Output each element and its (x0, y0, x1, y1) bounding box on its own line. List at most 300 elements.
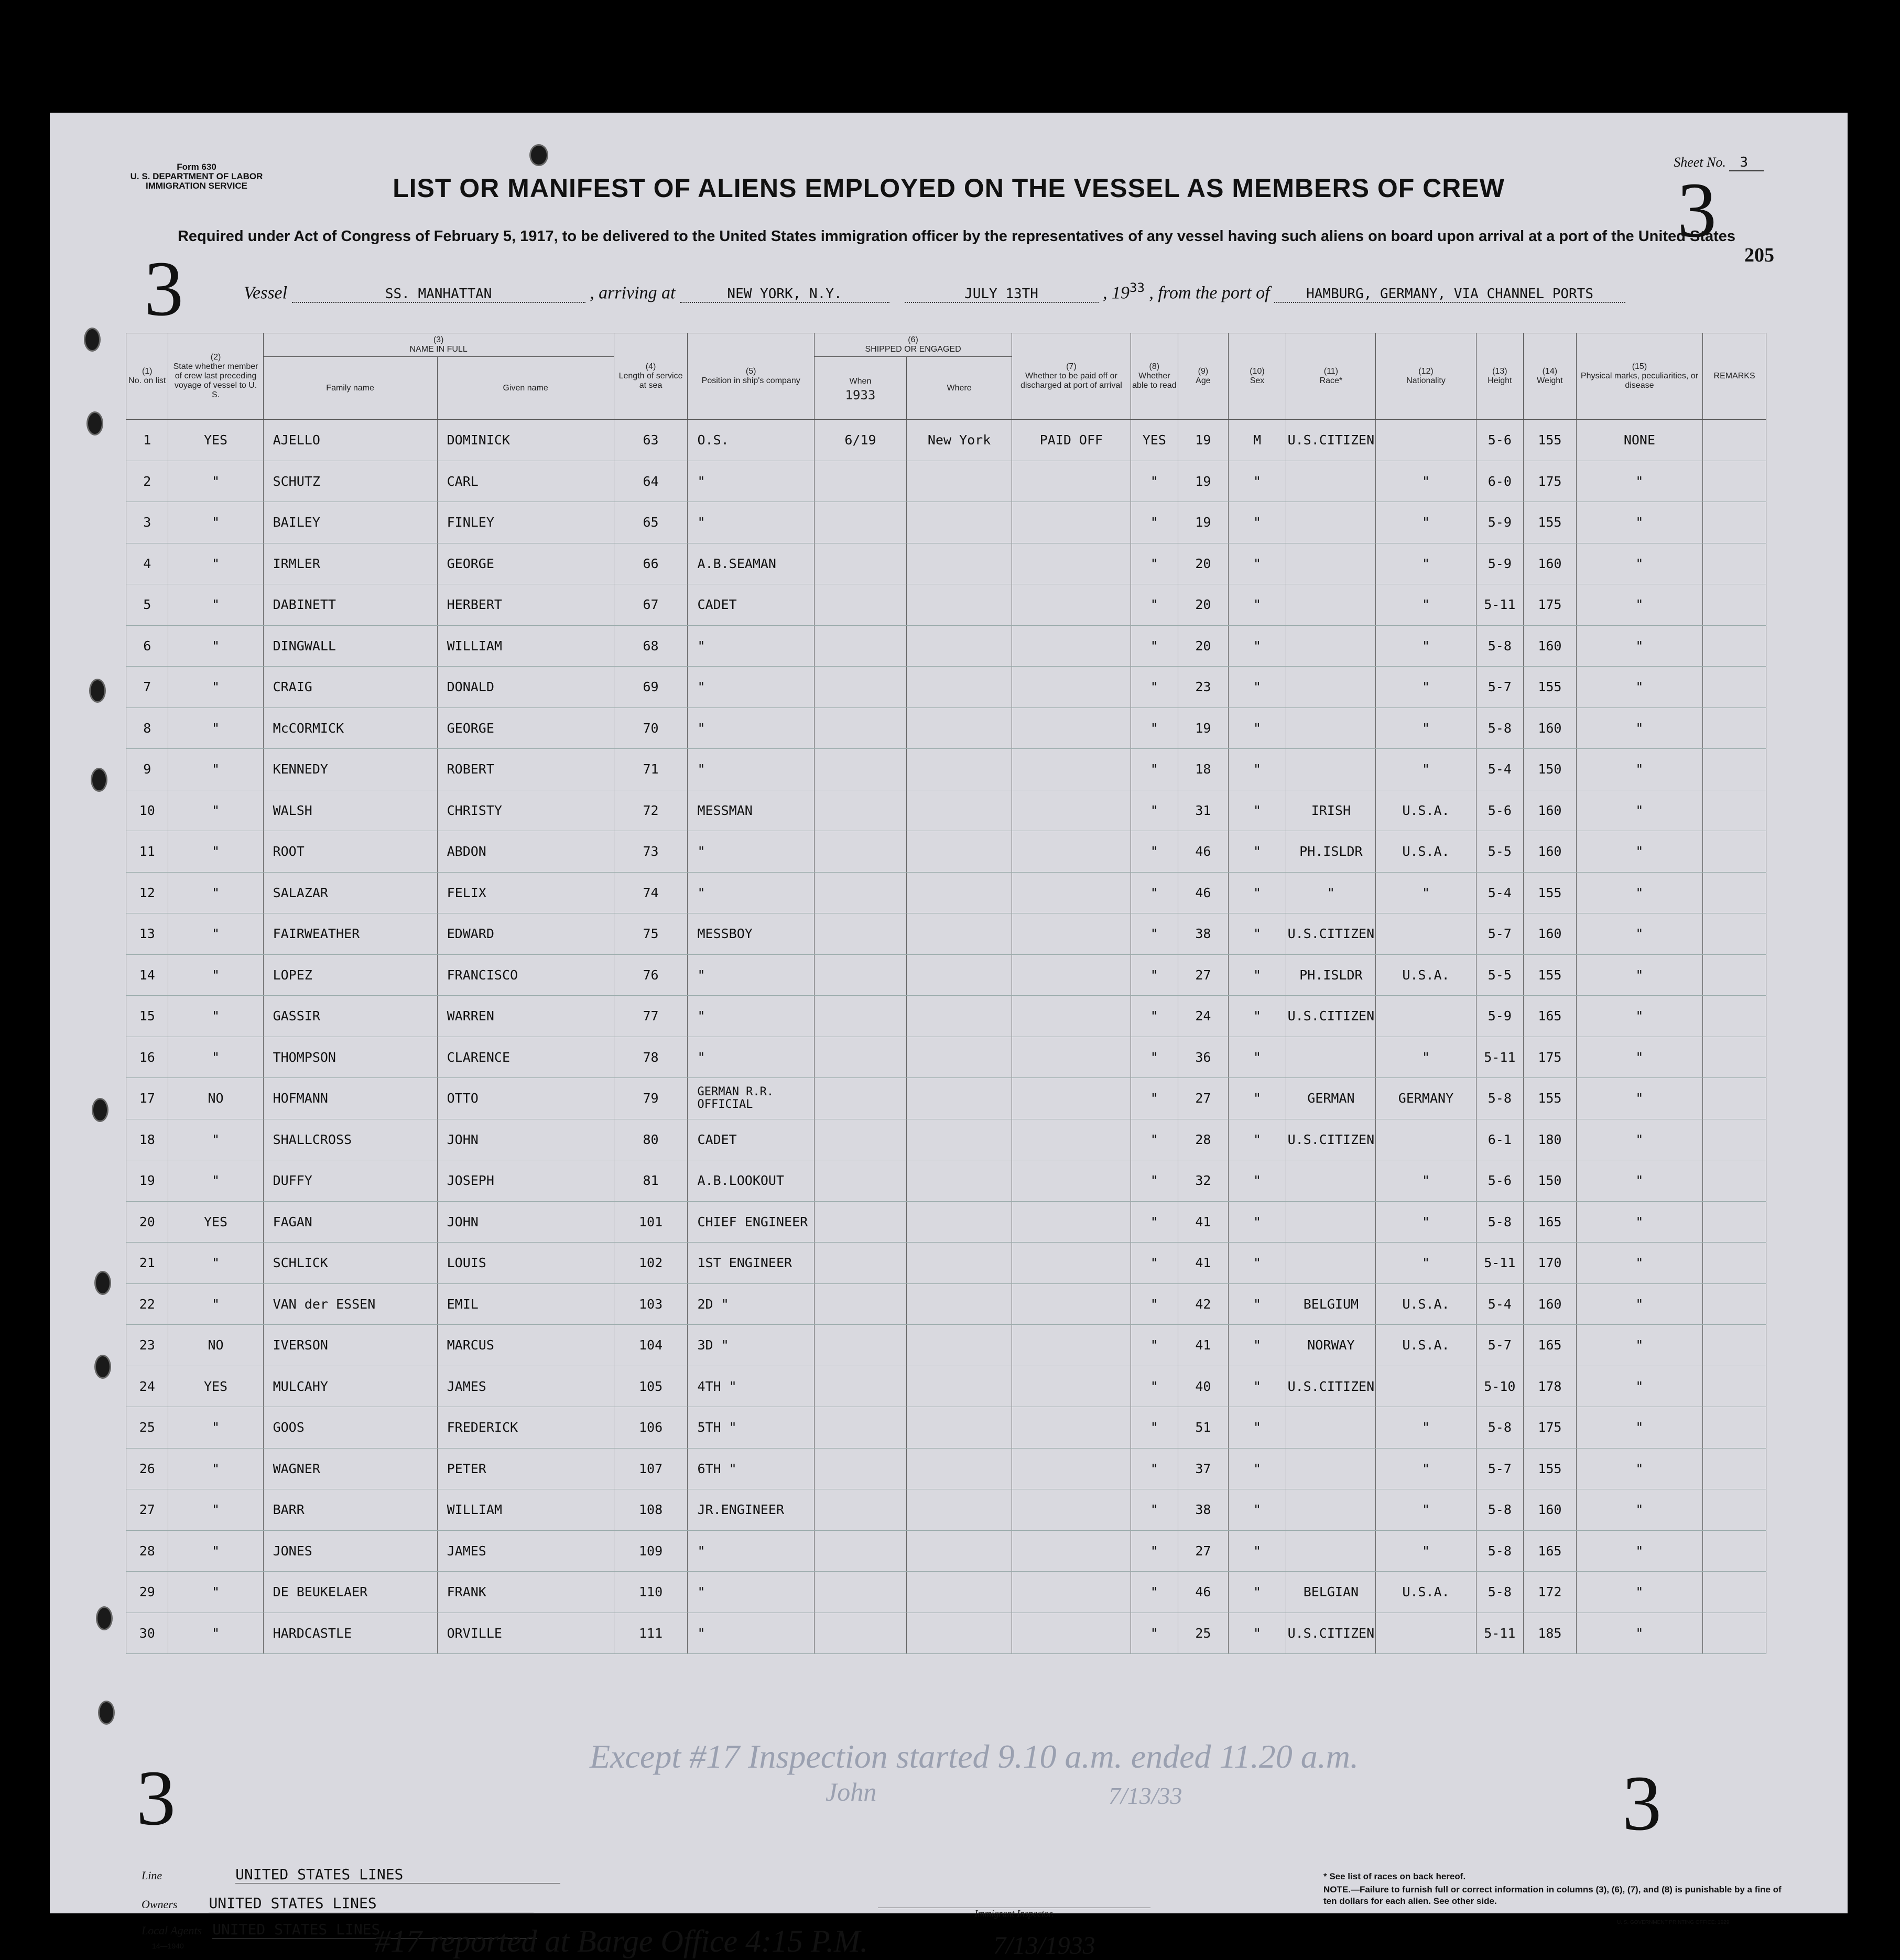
cell-nationality: " (1376, 543, 1476, 584)
cell-nationality (1376, 1613, 1476, 1654)
cell-race (1286, 543, 1376, 584)
cell-race: " (1286, 872, 1376, 913)
sheet-label: Sheet No. (1674, 155, 1726, 170)
cell-family: THOMPSON (263, 1037, 437, 1078)
cell-prev: " (168, 790, 263, 831)
cell-service: 105 (614, 1366, 688, 1407)
cell-marks: " (1576, 1078, 1702, 1119)
table-row (126, 954, 1766, 996)
cell-nationality: " (1376, 707, 1476, 749)
cell-no: 20 (126, 1201, 168, 1243)
cell-service: 106 (614, 1407, 688, 1449)
cell-when (814, 707, 906, 749)
cell-family: JONES (263, 1530, 437, 1572)
col-num: (15) (1632, 362, 1647, 371)
cell-race: U.S.CITIZEN (1286, 996, 1376, 1037)
footer-line-row (142, 1866, 560, 1883)
service-name: IMMIGRATION SERVICE (146, 181, 247, 191)
cell-sex: " (1228, 1530, 1286, 1572)
cell-prev: " (168, 913, 263, 955)
cell-height: 5-11 (1476, 1037, 1524, 1078)
cell-when (814, 749, 906, 790)
cell-weight: 175 (1524, 461, 1577, 502)
cell-race (1286, 1407, 1376, 1449)
cell-where (906, 1325, 1012, 1366)
cell-weight: 178 (1524, 1366, 1577, 1407)
cell-given: DOMINICK (437, 420, 614, 461)
cell-remarks (1703, 584, 1766, 626)
cell-age: 20 (1178, 584, 1229, 626)
cell-no: 11 (126, 831, 168, 873)
cell-no: 25 (126, 1407, 168, 1449)
cell-height: 6-0 (1476, 461, 1524, 502)
cell-service: 71 (614, 749, 688, 790)
cell-remarks (1703, 872, 1766, 913)
cell-age: 19 (1178, 461, 1229, 502)
cell-given: EDWARD (437, 913, 614, 955)
cell-prev: " (168, 543, 263, 584)
cell-marks: " (1576, 1037, 1702, 1078)
cell-age: 38 (1178, 1489, 1229, 1531)
cell-paid (1012, 461, 1131, 502)
cell-when (814, 1530, 906, 1572)
cell-service: 73 (614, 831, 688, 873)
cell-position: CHIEF ENGINEER (688, 1201, 814, 1243)
cell-when (814, 1489, 906, 1531)
cell-read: " (1131, 1572, 1178, 1613)
cell-read: " (1131, 461, 1178, 502)
cell-position: A.B.SEAMAN (688, 543, 814, 584)
cell-age: 51 (1178, 1407, 1229, 1449)
cell-age: 19 (1178, 502, 1229, 543)
table-row (126, 667, 1766, 708)
cell-race (1286, 749, 1376, 790)
cell-when (814, 1283, 906, 1325)
cell-position: " (688, 707, 814, 749)
cell-given: JOHN (437, 1119, 614, 1160)
col-header-name (263, 333, 614, 357)
cell-position: " (688, 1530, 814, 1572)
cell-sex: " (1228, 1366, 1286, 1407)
cell-paid (1012, 790, 1131, 831)
cell-height: 5-11 (1476, 584, 1524, 626)
cell-no: 8 (126, 707, 168, 749)
cell-prev: " (168, 667, 263, 708)
cell-marks: " (1576, 1489, 1702, 1531)
cell-where (906, 1160, 1012, 1202)
cell-weight: 155 (1524, 502, 1577, 543)
cell-position: GERMAN R.R. OFFICIAL (688, 1078, 814, 1119)
table-row (126, 1037, 1766, 1078)
cell-paid (1012, 1572, 1131, 1613)
cell-given: JOSEPH (437, 1160, 614, 1202)
cell-sex: " (1228, 1572, 1286, 1613)
cell-height: 5-8 (1476, 1530, 1524, 1572)
cell-marks: " (1576, 996, 1702, 1037)
cell-read: " (1131, 1325, 1178, 1366)
cell-sex: M (1228, 420, 1286, 461)
printing-office: U. S. GOVERNMENT PRINTING OFFICE: 1929 (1617, 1920, 1730, 1925)
cell-remarks (1703, 831, 1766, 873)
cell-race: U.S.CITIZEN (1286, 1119, 1376, 1160)
cell-sex: " (1228, 461, 1286, 502)
cell-where (906, 790, 1012, 831)
cell-prev: " (168, 1489, 263, 1531)
cell-marks: " (1576, 831, 1702, 873)
cell-no: 23 (126, 1325, 168, 1366)
cell-no: 14 (126, 954, 168, 996)
col-num: (2) (210, 353, 221, 362)
cell-prev: " (168, 1243, 263, 1284)
cell-weight: 155 (1524, 667, 1577, 708)
cell-paid (1012, 1283, 1131, 1325)
cell-race (1286, 1201, 1376, 1243)
cell-height: 5-5 (1476, 954, 1524, 996)
col-num: (4) (645, 362, 656, 371)
cell-no: 9 (126, 749, 168, 790)
table-row (126, 584, 1766, 626)
cell-age: 27 (1178, 954, 1229, 996)
cell-read: " (1131, 996, 1178, 1037)
cell-marks: NONE (1576, 420, 1702, 461)
col-num: (11) (1323, 367, 1338, 376)
cell-age: 23 (1178, 667, 1229, 708)
cell-nationality: " (1376, 1243, 1476, 1284)
cell-service: 68 (614, 625, 688, 667)
cell-where: New York (906, 420, 1012, 461)
cell-weight: 175 (1524, 1407, 1577, 1449)
cell-race (1286, 667, 1376, 708)
cell-paid (1012, 1037, 1131, 1078)
cell-remarks (1703, 790, 1766, 831)
cell-prev: " (168, 954, 263, 996)
cell-where (906, 1243, 1012, 1284)
cell-paid: PAID OFF (1012, 420, 1131, 461)
col-label: Race* (1319, 376, 1343, 385)
cell-race (1286, 1160, 1376, 1202)
cell-position: " (688, 996, 814, 1037)
cell-race (1286, 461, 1376, 502)
cell-given: FELIX (437, 872, 614, 913)
cell-when (814, 502, 906, 543)
cell-sex: " (1228, 625, 1286, 667)
page-subtitle: Required under Act of Congress of February 5, 1917, to be delivered to the United States immigration officer by the representatives of any vessel having such aliens on board upon arrival at a port of the United States (177, 228, 1736, 245)
cell-paid (1012, 749, 1131, 790)
col-num: (13) (1492, 367, 1507, 376)
cell-prev: " (168, 1572, 263, 1613)
cell-position: " (688, 831, 814, 873)
cell-no: 22 (126, 1283, 168, 1325)
cell-service: 74 (614, 872, 688, 913)
col-header-where: Where (906, 357, 1012, 420)
cell-weight: 155 (1524, 872, 1577, 913)
cell-height: 5-11 (1476, 1613, 1524, 1654)
cell-age: 25 (1178, 1613, 1229, 1654)
cell-nationality: " (1376, 1037, 1476, 1078)
cell-prev: " (168, 461, 263, 502)
cell-where (906, 1283, 1012, 1325)
binder-hole (94, 1271, 111, 1295)
cell-service: 64 (614, 461, 688, 502)
cell-weight: 155 (1524, 420, 1577, 461)
vessel-name: SS. MANHATTAN (292, 286, 585, 303)
cell-marks: " (1576, 707, 1702, 749)
col-num: (9) (1198, 367, 1209, 376)
cell-given: CHRISTY (437, 790, 614, 831)
cell-remarks (1703, 1325, 1766, 1366)
cell-weight: 160 (1524, 1283, 1577, 1325)
races-note: * See list of races on back hereof. (1323, 1871, 1466, 1881)
cell-paid (1012, 707, 1131, 749)
cell-family: AJELLO (263, 420, 437, 461)
cell-when (814, 954, 906, 996)
agents-label: Local Agents (142, 1924, 202, 1937)
cell-remarks (1703, 913, 1766, 955)
cell-prev: " (168, 872, 263, 913)
cell-nationality: " (1376, 625, 1476, 667)
table-row (126, 913, 1766, 955)
cell-given: WILLIAM (437, 1489, 614, 1531)
cell-nationality: " (1376, 502, 1476, 543)
vessel-line (244, 280, 1625, 303)
cell-given: FRANCISCO (437, 954, 614, 996)
cell-when (814, 584, 906, 626)
cell-paid (1012, 1325, 1131, 1366)
cell-nationality (1376, 420, 1476, 461)
col-label: When (849, 376, 872, 386)
cell-family: MULCAHY (263, 1366, 437, 1407)
cell-position: O.S. (688, 420, 814, 461)
page-number: 205 (1744, 244, 1774, 266)
cell-paid (1012, 667, 1131, 708)
cell-marks: " (1576, 584, 1702, 626)
cell-paid (1012, 625, 1131, 667)
cell-age: 41 (1178, 1325, 1229, 1366)
cell-service: 107 (614, 1448, 688, 1489)
cell-remarks (1703, 420, 1766, 461)
cell-paid (1012, 913, 1131, 955)
col-header-previous-voyage (168, 333, 263, 420)
cell-weight: 165 (1524, 996, 1577, 1037)
cell-weight: 175 (1524, 584, 1577, 626)
cell-given: FINLEY (437, 502, 614, 543)
cell-service: 75 (614, 913, 688, 955)
table-row (126, 1613, 1766, 1654)
cell-paid (1012, 1613, 1131, 1654)
cell-age: 20 (1178, 543, 1229, 584)
form-number: Form 630 (177, 162, 216, 172)
cell-marks: " (1576, 954, 1702, 996)
cell-given: JOHN (437, 1201, 614, 1243)
cell-service: 72 (614, 790, 688, 831)
cell-service: 111 (614, 1613, 688, 1654)
cell-sex: " (1228, 1325, 1286, 1366)
cell-nationality: " (1376, 1160, 1476, 1202)
cell-marks: " (1576, 461, 1702, 502)
cell-sex: " (1228, 667, 1286, 708)
table-row (126, 790, 1766, 831)
table-row (126, 1530, 1766, 1572)
cell-marks: " (1576, 667, 1702, 708)
cell-position: 1ST ENGINEER (688, 1243, 814, 1284)
cell-paid (1012, 1407, 1131, 1449)
cell-sex: " (1228, 1613, 1286, 1654)
cell-prev: " (168, 502, 263, 543)
cell-given: EMIL (437, 1283, 614, 1325)
cell-position: " (688, 954, 814, 996)
handwritten-inspection-note: Except #17 Inspection started 9.10 a.m. ended 11.20 a.m. (590, 1738, 1359, 1775)
cell-sex: " (1228, 1037, 1286, 1078)
cell-nationality: " (1376, 1201, 1476, 1243)
cell-sex: " (1228, 1160, 1286, 1202)
cell-where (906, 749, 1012, 790)
cell-sex: " (1228, 1407, 1286, 1449)
col-header-weight (1524, 333, 1577, 420)
binder-hole (84, 328, 101, 352)
cell-when (814, 1407, 906, 1449)
cell-race: NORWAY (1286, 1325, 1376, 1366)
cell-position: " (688, 461, 814, 502)
cell-remarks (1703, 1530, 1766, 1572)
cell-race (1286, 625, 1376, 667)
cell-nationality: " (1376, 461, 1476, 502)
col-label: Whether able to read (1132, 372, 1177, 390)
cell-sex: " (1228, 872, 1286, 913)
cell-weight: 160 (1524, 707, 1577, 749)
col-num: (8) (1149, 362, 1160, 371)
cell-sex: " (1228, 1489, 1286, 1531)
cell-given: GEORGE (437, 543, 614, 584)
cell-read: " (1131, 707, 1178, 749)
cell-marks: " (1576, 1160, 1702, 1202)
cell-race: GERMAN (1286, 1078, 1376, 1119)
cell-no: 27 (126, 1489, 168, 1531)
cell-race (1286, 1037, 1376, 1078)
cell-service: 63 (614, 420, 688, 461)
cell-position: " (688, 1037, 814, 1078)
cell-position: 5TH " (688, 1407, 814, 1449)
handwritten-inspector-signature: John (826, 1777, 877, 1806)
cell-age: 19 (1178, 707, 1229, 749)
cell-position: CADET (688, 1119, 814, 1160)
handwritten-sheet-mark: 3 (1677, 167, 1717, 254)
cell-weight: 165 (1524, 1530, 1577, 1572)
cell-age: 36 (1178, 1037, 1229, 1078)
cell-where (906, 872, 1012, 913)
cell-paid (1012, 584, 1131, 626)
col-num: (10) (1250, 367, 1265, 376)
cell-sex: " (1228, 1119, 1286, 1160)
cell-service: 110 (614, 1572, 688, 1613)
cell-age: 19 (1178, 420, 1229, 461)
col-num: (6) (908, 335, 918, 344)
cell-prev: " (168, 1613, 263, 1654)
cell-height: 5-6 (1476, 420, 1524, 461)
cell-marks: " (1576, 872, 1702, 913)
cell-race (1286, 1448, 1376, 1489)
table-row (126, 707, 1766, 749)
manifest-sheet (50, 113, 1848, 1959)
table-row (126, 1489, 1766, 1531)
cell-family: DE BEUKELAER (263, 1572, 437, 1613)
cell-read: " (1131, 1160, 1178, 1202)
cell-paid (1012, 1530, 1131, 1572)
col-header-no (126, 333, 168, 420)
cell-service: 104 (614, 1325, 688, 1366)
cell-where (906, 1366, 1012, 1407)
cell-marks: " (1576, 1572, 1702, 1613)
shipped-year: 1933 (845, 387, 876, 402)
cell-family: IRMLER (263, 543, 437, 584)
cell-weight: 160 (1524, 913, 1577, 955)
cell-paid (1012, 1078, 1131, 1119)
col-num: (14) (1542, 367, 1558, 376)
cell-age: 38 (1178, 913, 1229, 955)
cell-service: 79 (614, 1078, 688, 1119)
line-label: Line (142, 1869, 162, 1882)
cell-age: 31 (1178, 790, 1229, 831)
cell-position: 3D " (688, 1325, 814, 1366)
cell-weight: 160 (1524, 831, 1577, 873)
arriving-label: , arriving at (590, 283, 676, 303)
cell-height: 6-1 (1476, 1119, 1524, 1160)
col-label: Nationality (1406, 376, 1446, 385)
cell-paid (1012, 1201, 1131, 1243)
cell-weight: 155 (1524, 954, 1577, 996)
cell-position: 4TH " (688, 1366, 814, 1407)
sheet-number: 3 (1729, 155, 1764, 171)
cell-no: 10 (126, 790, 168, 831)
cell-where (906, 1407, 1012, 1449)
cell-family: CRAIG (263, 667, 437, 708)
cell-family: GOOS (263, 1407, 437, 1449)
owners-label: Owners (142, 1898, 178, 1911)
table-row (126, 1283, 1766, 1325)
cell-family: IVERSON (263, 1325, 437, 1366)
cell-no: 29 (126, 1572, 168, 1613)
cell-when (814, 1613, 906, 1654)
cell-race (1286, 707, 1376, 749)
cell-marks: " (1576, 913, 1702, 955)
cell-race (1286, 1530, 1376, 1572)
cell-no: 1 (126, 420, 168, 461)
handwritten-footer-mark-right: 3 (1622, 1760, 1662, 1847)
cell-weight: 150 (1524, 749, 1577, 790)
cell-given: FRANK (437, 1572, 614, 1613)
cell-age: 20 (1178, 625, 1229, 667)
col-num: (5) (745, 367, 756, 376)
col-label: REMARKS (1713, 372, 1755, 380)
cell-age: 41 (1178, 1243, 1229, 1284)
col-header-given-name: Given name (437, 357, 614, 420)
table-row (126, 625, 1766, 667)
cell-given: JAMES (437, 1530, 614, 1572)
col-header-nationality (1376, 333, 1476, 420)
cell-race: PH.ISLDR (1286, 954, 1376, 996)
cell-age: 32 (1178, 1160, 1229, 1202)
col-num: (12) (1418, 367, 1434, 376)
cell-marks: " (1576, 625, 1702, 667)
cell-weight: 160 (1524, 625, 1577, 667)
cell-where (906, 461, 1012, 502)
cell-when (814, 1243, 906, 1284)
cell-when (814, 461, 906, 502)
col-num: (7) (1066, 362, 1077, 371)
table-row (126, 1201, 1766, 1243)
col-header-sex (1228, 333, 1286, 420)
cell-remarks (1703, 707, 1766, 749)
cell-family: DUFFY (263, 1160, 437, 1202)
